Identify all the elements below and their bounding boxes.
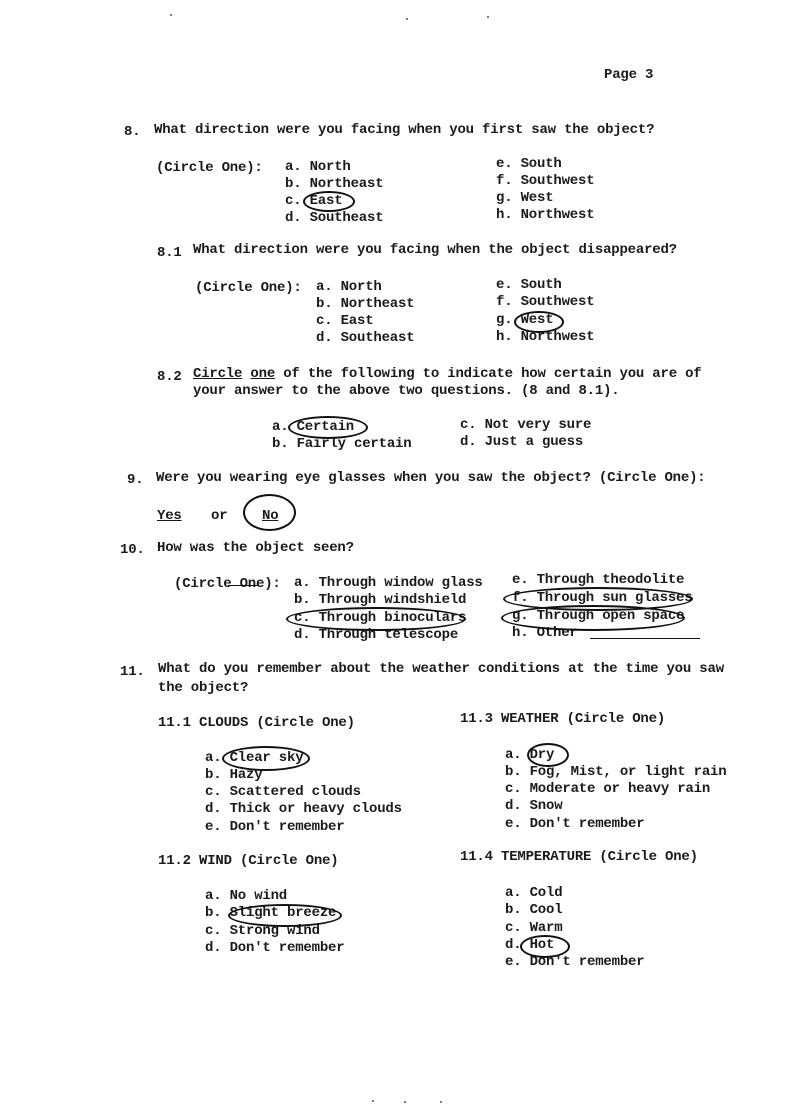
q11-3-option-a[interactable]: a. Dry <box>505 747 555 763</box>
q8-option-c[interactable]: c. East <box>285 193 343 209</box>
q8-2-option-a[interactable]: a. Certain <box>272 419 355 435</box>
q8-option-d[interactable]: d. Southeast <box>285 210 384 226</box>
scan-speck <box>440 1101 442 1103</box>
q8-number: 8. <box>124 124 141 140</box>
q11-3-option-e[interactable]: e. Don't remember <box>505 816 645 832</box>
q8-option-h[interactable]: h. Northwest <box>496 207 595 223</box>
q10-number: 10. <box>120 542 145 558</box>
q11-2-option-a[interactable]: a. No wind <box>205 888 288 904</box>
q9-question: Were you wearing eye glasses when you saw the object? (Circle One): <box>156 470 706 486</box>
q11-2-option-c[interactable]: c. Strong wind <box>205 923 320 939</box>
q10-option-b[interactable]: b. Through windshield <box>294 592 467 608</box>
q8-1-option-d[interactable]: d. Southeast <box>316 330 415 346</box>
q8-2-line1-rest: of the following to indicate how certain you are of <box>283 366 702 382</box>
scan-speck <box>487 16 489 18</box>
q11-4-option-c[interactable]: c. Warm <box>505 920 563 936</box>
q11-2-option-b[interactable]: b. Slight breeze <box>205 905 337 921</box>
q8-option-a[interactable]: a. North <box>285 159 351 175</box>
q8-1-question: What direction were you facing when the object disappeared? <box>193 242 677 258</box>
q11-4-option-d[interactable]: d. Hot <box>505 937 555 953</box>
q10-question: How was the object seen? <box>157 540 354 556</box>
q9-or-text: or <box>211 508 228 524</box>
q11-2-option-d[interactable]: d. Don't remember <box>205 940 345 956</box>
q11-1-option-a[interactable]: a. Clear sky <box>205 750 304 766</box>
q9-yes-option[interactable]: Yes <box>157 508 182 524</box>
q11-4-heading: 11.4 TEMPERATURE (Circle One) <box>460 849 698 865</box>
page-number: Page 3 <box>604 67 654 83</box>
q11-question-line2: the object? <box>158 680 249 696</box>
q10-circle-label: (Circle One): <box>174 576 281 592</box>
q10-option-e[interactable]: e. Through theodolite <box>512 572 685 588</box>
q11-1-option-b[interactable]: b. Hazy <box>205 767 263 783</box>
q11-1-option-e[interactable]: e. Don't remember <box>205 819 345 835</box>
q8-1-option-a[interactable]: a. North <box>316 279 382 295</box>
q11-number: 11. <box>120 664 145 680</box>
q8-1-option-b[interactable]: b. Northeast <box>316 296 415 312</box>
q11-1-option-d[interactable]: d. Thick or heavy clouds <box>205 801 402 817</box>
q8-option-b[interactable]: b. Northeast <box>285 176 384 192</box>
q11-3-option-d[interactable]: d. Snow <box>505 798 563 814</box>
q8-option-f[interactable]: f. Southwest <box>496 173 595 189</box>
q8-circle-label: (Circle One): <box>156 160 263 176</box>
q11-4-option-a[interactable]: a. Cold <box>505 885 563 901</box>
q10-option-h[interactable]: h. Other <box>512 625 578 641</box>
q10-option-a[interactable]: a. Through window glass <box>294 575 483 591</box>
q8-2-option-d[interactable]: d. Just a guess <box>460 434 584 450</box>
q8-1-option-c[interactable]: c. East <box>316 313 374 329</box>
q10-option-d[interactable]: d. Through telescope <box>294 627 459 643</box>
q11-3-heading: 11.3 WEATHER (Circle One) <box>460 711 666 727</box>
q8-1-option-h[interactable]: h. Northwest <box>496 329 595 345</box>
scan-speck <box>404 1101 406 1103</box>
scan-speck <box>170 14 172 16</box>
q10-option-g[interactable]: g. Through open space <box>512 608 685 624</box>
q8-2-option-b[interactable]: b. Fairly certain <box>272 436 412 452</box>
q11-4-option-b[interactable]: b. Cool <box>505 902 563 918</box>
q8-question: What direction were you facing when you first saw the object? <box>154 122 655 138</box>
q8-2-line2: your answer to the above two questions. (8 and 8.1). <box>193 383 620 399</box>
scan-speck <box>406 18 408 20</box>
q10-other-blank-line[interactable] <box>590 638 700 639</box>
q11-1-heading: 11.1 CLOUDS (Circle One) <box>158 715 355 731</box>
q8-2-number: 8.2 <box>157 369 182 385</box>
q10-option-c[interactable]: c. Through binoculars <box>294 610 467 626</box>
q11-question-line1: What do you remember about the weather conditions at the time you saw <box>158 661 724 677</box>
q9-no-option[interactable]: No <box>262 508 279 524</box>
q8-1-option-e[interactable]: e. South <box>496 277 562 293</box>
q11-3-option-b[interactable]: b. Fog, Mist, or light rain <box>505 764 727 780</box>
q8-2-circle-word: Circle <box>193 366 243 382</box>
q8-1-option-g[interactable]: g. West <box>496 312 554 328</box>
scan-speck <box>372 1100 374 1102</box>
q8-1-circle-label: (Circle One): <box>195 280 302 296</box>
q9-number: 9. <box>127 472 144 488</box>
q8-option-g[interactable]: g. West <box>496 190 554 206</box>
q11-4-option-e[interactable]: e. Don't remember <box>505 954 645 970</box>
q8-2-one-word: one <box>250 366 276 382</box>
q8-2-line1 <box>193 366 702 382</box>
q11-3-option-c[interactable]: c. Moderate or heavy rain <box>505 781 711 797</box>
q10-option-f[interactable]: f. Through sun glasses <box>512 590 693 606</box>
q10-strikeout <box>228 585 258 586</box>
q8-1-number: 8.1 <box>157 245 182 261</box>
q8-1-option-f[interactable]: f. Southwest <box>496 294 595 310</box>
q11-1-option-c[interactable]: c. Scattered clouds <box>205 784 361 800</box>
q11-2-heading: 11.2 WIND (Circle One) <box>158 853 339 869</box>
q8-2-option-c[interactable]: c. Not very sure <box>460 417 592 433</box>
q8-option-e[interactable]: e. South <box>496 156 562 172</box>
